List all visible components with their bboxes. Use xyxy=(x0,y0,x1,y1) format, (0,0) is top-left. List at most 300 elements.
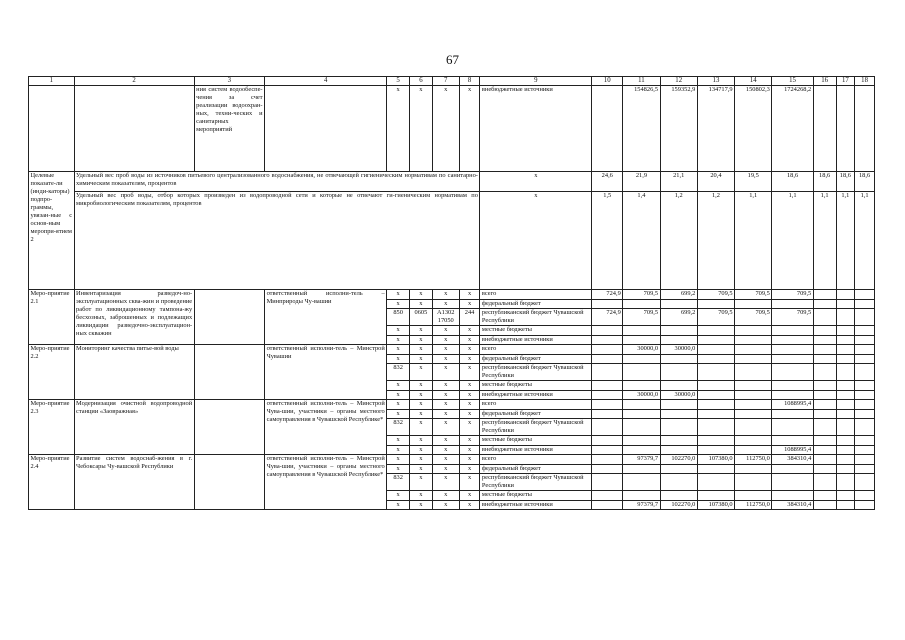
budget-code-cell: x xyxy=(459,381,480,391)
funding-source: местные бюджеты xyxy=(480,381,592,391)
amount-cell: 102270,0 xyxy=(660,500,697,510)
budget-code-cell: x xyxy=(387,464,410,474)
measure-label: Меро-приятие 2.2 xyxy=(29,345,75,400)
budget-code-cell: x xyxy=(432,335,459,345)
column-number: 7 xyxy=(432,77,459,86)
measure-row xyxy=(29,290,875,300)
budget-code-cell: x xyxy=(432,390,459,400)
amount-cell xyxy=(735,326,772,336)
amount-cell xyxy=(735,299,772,309)
amount-cell xyxy=(772,364,813,381)
budget-code-cell: x xyxy=(410,390,433,400)
budget-code-cell: x xyxy=(410,86,433,172)
budget-code-cell: x xyxy=(432,436,459,446)
budget-code-cell: x xyxy=(410,381,433,391)
budget-code-cell: x xyxy=(459,419,480,436)
amount-cell xyxy=(836,419,855,436)
column-number: 1 xyxy=(29,77,75,86)
amount-cell xyxy=(813,290,836,300)
amount-cell xyxy=(836,464,855,474)
budget-code-cell: x xyxy=(410,409,433,419)
funding-source: всего xyxy=(480,345,592,355)
amount-cell xyxy=(836,474,855,491)
budget-code-cell: x xyxy=(387,445,410,455)
amount-cell: 107380,0 xyxy=(697,455,734,465)
amount-cell xyxy=(813,335,836,345)
amount-cell: 384310,4 xyxy=(772,455,813,465)
amount-cell: 699,2 xyxy=(660,309,697,326)
indicator-value: 18,6 xyxy=(836,172,855,192)
amount-cell xyxy=(772,436,813,446)
amount-cell xyxy=(660,381,697,391)
budget-code-cell: x xyxy=(459,500,480,510)
continuation-row xyxy=(29,86,875,172)
budget-code-cell: 244 xyxy=(459,309,480,326)
funding-source: республиканский бюджет Чувашской Республики xyxy=(480,364,592,381)
indicator-value: 1,1 xyxy=(836,192,855,290)
amount-cell xyxy=(772,299,813,309)
budget-code-cell: x xyxy=(387,299,410,309)
budget-code-cell: x xyxy=(432,400,459,410)
amount-cell xyxy=(592,345,623,355)
amount-cell xyxy=(592,455,623,465)
amount-cell xyxy=(836,491,855,501)
amount-cell xyxy=(772,464,813,474)
empty-cell xyxy=(265,86,387,172)
budget-table xyxy=(28,76,875,510)
amount-cell xyxy=(855,455,875,465)
amount-cell xyxy=(855,335,875,345)
amount-cell xyxy=(697,409,734,419)
amount-cell xyxy=(836,309,855,326)
amount-cell xyxy=(813,491,836,501)
budget-code-cell: x xyxy=(459,299,480,309)
amount-cell xyxy=(697,436,734,446)
amount-cell xyxy=(735,381,772,391)
indicator-value: 24,6 xyxy=(592,172,623,192)
amount-cell xyxy=(836,86,855,172)
funding-source: республиканский бюджет Чувашской Республики xyxy=(480,474,592,491)
amount-cell xyxy=(836,290,855,300)
amount-cell xyxy=(813,381,836,391)
funding-source: федеральный бюджет xyxy=(480,354,592,364)
amount-cell xyxy=(623,445,660,455)
amount-cell xyxy=(735,354,772,364)
budget-code-cell: x xyxy=(410,464,433,474)
amount-cell xyxy=(660,464,697,474)
amount-cell: 102270,0 xyxy=(660,455,697,465)
budget-code-cell: x xyxy=(432,86,459,172)
budget-code-cell: x xyxy=(387,390,410,400)
funding-source: всего xyxy=(480,290,592,300)
amount-cell xyxy=(623,464,660,474)
amount-cell xyxy=(735,364,772,381)
amount-cell xyxy=(813,474,836,491)
measure-col3 xyxy=(194,290,264,345)
amount-cell xyxy=(660,419,697,436)
amount-cell xyxy=(697,390,734,400)
amount-cell xyxy=(697,400,734,410)
amount-cell xyxy=(623,364,660,381)
amount-cell xyxy=(836,390,855,400)
measure-label: Меро-приятие 2.4 xyxy=(29,455,75,510)
amount-cell xyxy=(623,326,660,336)
amount-cell xyxy=(855,400,875,410)
amount-cell xyxy=(660,400,697,410)
budget-code-cell: x xyxy=(432,474,459,491)
amount-cell xyxy=(772,390,813,400)
budget-code-cell: x xyxy=(410,500,433,510)
amount-cell xyxy=(735,474,772,491)
amount-cell: 709,5 xyxy=(735,309,772,326)
indicator-value: 19,5 xyxy=(735,172,772,192)
amount-cell xyxy=(623,436,660,446)
amount-cell xyxy=(697,299,734,309)
budget-code-cell: x xyxy=(432,500,459,510)
amount-cell xyxy=(836,299,855,309)
amount-cell: 97379,7 xyxy=(623,455,660,465)
budget-code-cell: x xyxy=(459,491,480,501)
column-number: 18 xyxy=(855,77,875,86)
budget-code-cell: А1302 17050 xyxy=(432,309,459,326)
budget-code-cell: x xyxy=(387,345,410,355)
amount-cell xyxy=(735,345,772,355)
amount-cell xyxy=(855,364,875,381)
indicator-value: 1,1 xyxy=(855,192,875,290)
budget-code-cell: x xyxy=(432,409,459,419)
amount-cell xyxy=(697,464,734,474)
amount-cell xyxy=(660,326,697,336)
amount-cell xyxy=(855,491,875,501)
budget-code-cell: x xyxy=(387,400,410,410)
budget-code-cell: x xyxy=(387,86,410,172)
amount-cell xyxy=(592,335,623,345)
column-number: 16 xyxy=(813,77,836,86)
amount-cell xyxy=(813,464,836,474)
budget-code-cell: x xyxy=(459,86,480,172)
budget-code-cell: x xyxy=(432,290,459,300)
amount-cell: 1724268,2 xyxy=(772,86,813,172)
amount-cell xyxy=(735,390,772,400)
amount-cell xyxy=(855,445,875,455)
budget-code-cell: x xyxy=(387,354,410,364)
amount-cell xyxy=(697,326,734,336)
amount-cell xyxy=(697,419,734,436)
amount-cell xyxy=(836,345,855,355)
amount-cell xyxy=(813,364,836,381)
budget-code-cell: x xyxy=(387,290,410,300)
funding-source: внебюджетные источники xyxy=(480,390,592,400)
funding-source: внебюджетные источники xyxy=(480,500,592,510)
indicator-mark: x xyxy=(480,172,592,192)
column-number: 12 xyxy=(660,77,697,86)
amount-cell xyxy=(855,390,875,400)
funding-source: федеральный бюджет xyxy=(480,409,592,419)
amount-cell xyxy=(623,381,660,391)
amount-cell xyxy=(623,474,660,491)
column-number: 14 xyxy=(735,77,772,86)
amount-cell xyxy=(836,500,855,510)
amount-cell xyxy=(855,290,875,300)
page-number: 67 xyxy=(446,52,459,67)
funding-source: федеральный бюджет xyxy=(480,464,592,474)
budget-code-cell: x xyxy=(459,474,480,491)
amount-cell xyxy=(855,381,875,391)
amount-cell xyxy=(623,400,660,410)
amount-cell xyxy=(697,364,734,381)
budget-code-cell: x xyxy=(410,419,433,436)
budget-code-cell: x xyxy=(410,354,433,364)
indicator-value: 18,6 xyxy=(813,172,836,192)
budget-code-cell: x xyxy=(432,464,459,474)
funding-source: федеральный бюджет xyxy=(480,299,592,309)
column-number: 11 xyxy=(623,77,660,86)
amount-cell xyxy=(772,491,813,501)
amount-cell xyxy=(660,436,697,446)
amount-cell xyxy=(660,354,697,364)
table-body xyxy=(29,77,875,510)
empty-cell xyxy=(29,86,75,172)
indicator-value: 1,4 xyxy=(623,192,660,290)
budget-code-cell: x xyxy=(432,491,459,501)
amount-cell xyxy=(813,86,836,172)
budget-code-cell: x xyxy=(459,445,480,455)
amount-cell xyxy=(813,299,836,309)
funding-source: местные бюджеты xyxy=(480,436,592,446)
amount-cell: 709,5 xyxy=(697,290,734,300)
amount-cell xyxy=(855,500,875,510)
amount-cell xyxy=(836,354,855,364)
amount-cell xyxy=(855,474,875,491)
column-number-row xyxy=(29,77,875,86)
amount-cell xyxy=(855,464,875,474)
amount-cell xyxy=(660,335,697,345)
amount-cell: 154826,5 xyxy=(623,86,660,172)
budget-code-cell: x xyxy=(410,326,433,336)
amount-cell xyxy=(735,445,772,455)
column-number: 3 xyxy=(194,77,264,86)
amount-cell xyxy=(813,345,836,355)
budget-code-cell: x xyxy=(410,445,433,455)
budget-code-cell: x xyxy=(432,354,459,364)
budget-code-cell: 832 xyxy=(387,419,410,436)
funding-source: республиканский бюджет Чувашской Республики xyxy=(480,309,592,326)
responsible-executor: ответственный исполни-тель – Минстрой Чува-шии, участники – органы местного самоуправления в Чувашской Республике* xyxy=(265,400,387,455)
amount-cell xyxy=(592,86,623,172)
continued-measure-text: ния систем водообеспе-чения за счет реализации водоохран-ных, техни-ческих и санитарных мероприятий xyxy=(194,86,264,172)
budget-code-cell: x xyxy=(410,364,433,381)
budget-code-cell: x xyxy=(410,345,433,355)
amount-cell xyxy=(836,335,855,345)
amount-cell xyxy=(592,419,623,436)
amount-cell xyxy=(813,354,836,364)
measure-col3 xyxy=(194,455,264,510)
amount-cell xyxy=(735,491,772,501)
amount-cell xyxy=(660,364,697,381)
indicator-value: 18,6 xyxy=(772,172,813,192)
amount-cell xyxy=(735,409,772,419)
responsible-executor: ответственный исполни-тель – Минстрой Чува-шии, участники – органы местного самоуправления в Чувашской Республике* xyxy=(265,455,387,510)
funding-source: внебюджетные источники xyxy=(480,445,592,455)
amount-cell xyxy=(772,419,813,436)
funding-source: местные бюджеты xyxy=(480,491,592,501)
amount-cell: 384310,4 xyxy=(772,500,813,510)
amount-cell: 699,2 xyxy=(660,290,697,300)
amount-cell xyxy=(592,381,623,391)
amount-cell: 112750,0 xyxy=(735,500,772,510)
measure-name: Мониторинг качества питье-вой воды xyxy=(74,345,194,400)
budget-code-cell: 832 xyxy=(387,474,410,491)
indicator-row xyxy=(29,192,875,290)
amount-cell xyxy=(592,400,623,410)
measure-col3 xyxy=(194,400,264,455)
budget-code-cell: x xyxy=(459,455,480,465)
amount-cell xyxy=(697,491,734,501)
amount-cell xyxy=(592,436,623,446)
amount-cell xyxy=(836,326,855,336)
amount-cell xyxy=(623,335,660,345)
amount-cell xyxy=(623,409,660,419)
budget-code-cell: x xyxy=(410,474,433,491)
measure-name: Инвентаризация разведоч-но-эксплуатационных сква-жин и проведение работ по ликвидационному тампона-жу бесхозных, заброшенных и подлежащих ликвидации разведочно-эксплуатацион-ных скважин xyxy=(74,290,194,345)
amount-cell: 134717,9 xyxy=(697,86,734,172)
measure-label: Меро-приятие 2.1 xyxy=(29,290,75,345)
amount-cell xyxy=(592,491,623,501)
amount-cell xyxy=(836,364,855,381)
amount-cell xyxy=(660,474,697,491)
budget-code-cell: x xyxy=(410,299,433,309)
funding-source: всего xyxy=(480,400,592,410)
amount-cell xyxy=(855,354,875,364)
budget-code-cell: 0605 xyxy=(410,309,433,326)
amount-cell xyxy=(772,326,813,336)
amount-cell xyxy=(813,455,836,465)
amount-cell xyxy=(735,335,772,345)
amount-cell xyxy=(855,299,875,309)
amount-cell xyxy=(592,390,623,400)
indicator-mark: x xyxy=(480,192,592,290)
amount-cell xyxy=(855,409,875,419)
amount-cell xyxy=(592,445,623,455)
amount-cell xyxy=(697,474,734,491)
amount-cell xyxy=(855,436,875,446)
amount-cell xyxy=(772,345,813,355)
column-number: 4 xyxy=(265,77,387,86)
budget-code-cell: x xyxy=(459,400,480,410)
amount-cell xyxy=(592,354,623,364)
budget-code-cell: 850 xyxy=(387,309,410,326)
budget-code-cell: x xyxy=(432,299,459,309)
indicator-value: 1,2 xyxy=(697,192,734,290)
budget-code-cell: x xyxy=(410,335,433,345)
budget-code-cell: x xyxy=(459,335,480,345)
amount-cell xyxy=(623,419,660,436)
budget-code-cell: x xyxy=(459,436,480,446)
amount-cell xyxy=(813,500,836,510)
amount-cell xyxy=(813,309,836,326)
amount-cell: 112750,0 xyxy=(735,455,772,465)
measure-row xyxy=(29,345,875,355)
column-number: 6 xyxy=(410,77,433,86)
amount-cell xyxy=(735,400,772,410)
amount-cell: 724,9 xyxy=(592,309,623,326)
amount-cell: 709,5 xyxy=(735,290,772,300)
amount-cell xyxy=(697,335,734,345)
amount-cell: 30000,0 xyxy=(660,345,697,355)
budget-code-cell: x xyxy=(459,364,480,381)
amount-cell xyxy=(735,464,772,474)
amount-cell: 709,5 xyxy=(772,309,813,326)
amount-cell xyxy=(836,445,855,455)
budget-code-cell: x xyxy=(459,345,480,355)
indicator-value: 21,9 xyxy=(623,172,660,192)
amount-cell xyxy=(772,474,813,491)
budget-code-cell: x xyxy=(459,290,480,300)
measure-name: Развитие систем водоснаб-жения в г. Чебоксары Чу-вашской Республики xyxy=(74,455,194,510)
indicator-value: 20,4 xyxy=(697,172,734,192)
measure-row xyxy=(29,400,875,410)
budget-code-cell: x xyxy=(387,500,410,510)
amount-cell xyxy=(836,436,855,446)
budget-code-cell: 832 xyxy=(387,364,410,381)
column-number: 13 xyxy=(697,77,734,86)
amount-cell: 709,5 xyxy=(697,309,734,326)
column-number: 5 xyxy=(387,77,410,86)
amount-cell: 30000,0 xyxy=(623,390,660,400)
amount-cell: 709,5 xyxy=(623,290,660,300)
amount-cell xyxy=(813,445,836,455)
funding-source: всего xyxy=(480,455,592,465)
responsible-executor: ответственный исполни-тель – Минстрой Чувашии xyxy=(265,345,387,400)
indicator-row xyxy=(29,172,875,192)
amount-cell xyxy=(735,436,772,446)
amount-cell xyxy=(836,400,855,410)
amount-cell xyxy=(855,309,875,326)
responsible-executor: ответственный исполни-тель – Минприроды Чу-вашии xyxy=(265,290,387,345)
budget-code-cell: x xyxy=(432,326,459,336)
amount-cell xyxy=(592,474,623,491)
amount-cell: 724,9 xyxy=(592,290,623,300)
amount-cell xyxy=(623,299,660,309)
budget-code-cell: x xyxy=(459,326,480,336)
budget-code-cell: x xyxy=(459,464,480,474)
amount-cell xyxy=(836,381,855,391)
amount-cell xyxy=(813,419,836,436)
amount-cell xyxy=(772,335,813,345)
indicator-value: 1,1 xyxy=(772,192,813,290)
amount-cell xyxy=(813,390,836,400)
measure-label: Меро-приятие 2.3 xyxy=(29,400,75,455)
budget-code-cell: x xyxy=(432,455,459,465)
budget-code-cell: x xyxy=(432,345,459,355)
amount-cell: 30000,0 xyxy=(623,345,660,355)
amount-cell xyxy=(772,409,813,419)
amount-cell: 107380,0 xyxy=(697,500,734,510)
amount-cell xyxy=(772,354,813,364)
budget-code-cell: x xyxy=(410,400,433,410)
amount-cell xyxy=(623,354,660,364)
budget-code-cell: x xyxy=(432,419,459,436)
amount-cell xyxy=(813,400,836,410)
indicators-label: Целевые показате-ли (инди-каторы) подпро-граммы, увязан-ные с основ-ным меропри-ятием 2 xyxy=(29,172,75,290)
budget-code-cell: x xyxy=(387,436,410,446)
column-number: 2 xyxy=(74,77,194,86)
measure-name: Модернизация очистной водопроводной станции «Заовражная» xyxy=(74,400,194,455)
amount-cell xyxy=(592,364,623,381)
amount-cell xyxy=(592,299,623,309)
indicator-text: Удельный вес проб воды, отбор которых произведен из водопроводной сети и которые не отвечают ги-гиеническим нормативам по микробиологическим показателям, процентов xyxy=(74,192,480,290)
amount-cell xyxy=(836,409,855,419)
